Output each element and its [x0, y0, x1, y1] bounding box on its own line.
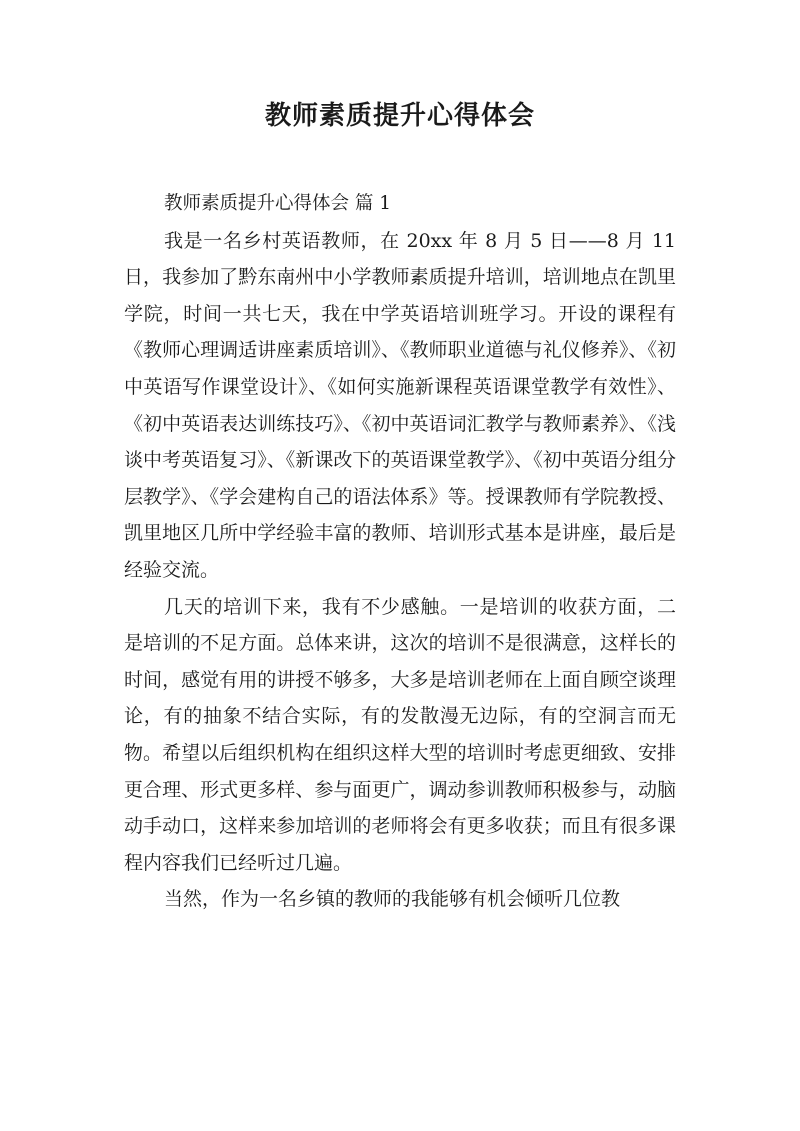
- paragraph-2: 几天的培训下来，我有不少感触。一是培训的收获方面，二是培训的不足方面。总体来讲，这次的培训不是很满意，这样长的时间，感觉有用的讲授不够多，大多是培训老师在上面自顾空谈理论，有的抽象不结合实际，有的发散漫无边际，有的空洞言而无物。希望以后组织机构在组织这样大型的培训时考虑更细致、安排更合理、形式更多样、参与面更广，调动参训教师积极参与，动脑动手动口，这样来参加培训的老师将会有更多收获；而且有很多课程内容我们已经听过几遍。: [124, 595, 676, 874]
- paragraph-3: 当然，作为一名乡镇的教师的我能够有机会倾听几位教: [164, 888, 621, 911]
- paragraph-1: 我是一名乡村英语教师，在 20xx 年 8 月 5 日——8 月 11 日，我参加了黔东南州中小学教师素质提升培训，培训地点在凯里学院，时间一共七天，我在中学英语培训班学习。开设的课程有《教师心理调适讲座素质培训》、《教师职业道德与礼仪修养》、《初中英语写作课堂设计》、《如何实施新课程英语课堂教学有效性》、《初中英语表达训练技巧》、《初中英语词汇教学与教师素养》、《浅谈中考英语复习》、《新课改下的英语课堂教学》、《初中英语分组分层教学》、《学会建构自己的语法体系》等。授课教师有学院教授、凯里地区几所中学经验丰富的教师、培训形式基本是讲座，最后是经验交流。: [124, 229, 676, 581]
- document-title: 教师素质提升心得体会: [264, 101, 535, 131]
- section-heading: 教师素质提升心得体会 篇 1: [164, 193, 392, 214]
